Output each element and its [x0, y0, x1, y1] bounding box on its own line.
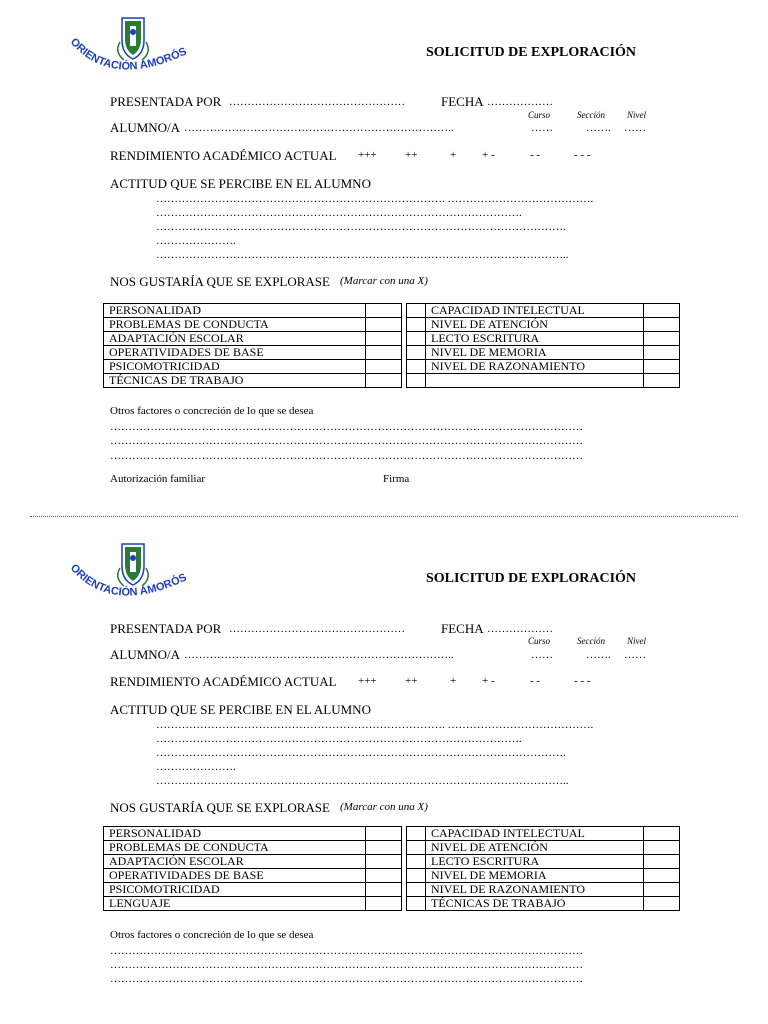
check-cell[interactable]	[366, 827, 402, 841]
table-row	[104, 869, 680, 883]
fecha-field[interactable]: ………………	[487, 623, 553, 635]
curso-field[interactable]: ……	[531, 649, 553, 661]
scale-option[interactable]: +++	[358, 149, 377, 161]
right-item: LECTO ESCRITURA	[426, 332, 644, 346]
scale-option[interactable]: - -	[530, 149, 541, 161]
check-cell[interactable]	[644, 346, 680, 360]
check-cell[interactable]	[366, 897, 402, 911]
left-item: OPERATIVIDADES DE BASE	[104, 869, 366, 883]
right-item: NIVEL DE MEMORIA	[426, 869, 644, 883]
actitud-line[interactable]: ……………………………………………………………………. ………………………………….	[156, 719, 594, 731]
alumno-field[interactable]: ………………………………………………………………..	[184, 122, 454, 134]
actitud-line[interactable]: …………………………………………………………………………………………………..	[156, 249, 569, 261]
alumno-label: ALUMNO/A	[110, 120, 181, 135]
table-row	[104, 374, 680, 388]
alumno-field[interactable]: ………………………………………………………………..	[184, 649, 454, 661]
left-item: ADAPTACIÓN ESCOLAR	[104, 332, 366, 346]
actitud-line[interactable]: …………………………………………………………………………………………………..	[156, 775, 569, 787]
right-item: CAPACIDAD INTELECTUAL	[426, 304, 644, 318]
shield-crest-icon	[118, 544, 149, 586]
nivel-field[interactable]: ……	[624, 122, 646, 134]
right-item: NIVEL DE ATENCIÓN	[426, 318, 644, 332]
curso-field[interactable]: ……	[531, 122, 553, 134]
scale-option[interactable]: - -	[530, 675, 541, 687]
spacer-cell	[407, 332, 426, 346]
scale-option[interactable]: +	[450, 675, 457, 687]
left-item: LENGUAJE	[104, 897, 366, 911]
curso-label: Curso	[528, 636, 551, 646]
form-title: SOLICITUD DE EXPLORACIÓN	[426, 45, 637, 60]
scale-option[interactable]: +++	[358, 675, 377, 687]
cut-line	[30, 516, 738, 517]
right-item: CAPACIDAD INTELECTUAL	[426, 827, 644, 841]
marcar-hint: (Marcar con una X)	[340, 801, 428, 813]
scale-option[interactable]: - - -	[574, 675, 591, 687]
logo-1	[64, 12, 204, 84]
table-row	[104, 827, 680, 841]
left-item: PERSONALIDAD	[104, 827, 366, 841]
otros-line[interactable]: …………………………………………………………………………………………………………………	[110, 450, 583, 462]
firma-label: Firma	[383, 473, 410, 485]
table-row	[104, 304, 680, 318]
spacer-cell	[407, 374, 426, 388]
left-item: ADAPTACIÓN ESCOLAR	[104, 855, 366, 869]
seccion-field[interactable]: …….	[586, 649, 611, 661]
presentada-label: PRESENTADA POR	[110, 94, 222, 109]
alumno-label: ALUMNO/A	[110, 647, 181, 662]
right-item: LECTO ESCRITURA	[426, 855, 644, 869]
actitud-line[interactable]: ……………………………………………………………………………………….	[156, 207, 522, 219]
nivel-label: Nivel	[627, 636, 646, 646]
presentada-field[interactable]: …………………………………………	[229, 96, 405, 108]
rendimiento-label: RENDIMIENTO ACADÉMICO ACTUAL	[110, 148, 337, 163]
table-row	[104, 855, 680, 869]
spacer-cell	[407, 869, 426, 883]
otros-label: Otros factores o concreción de lo que se desea	[110, 929, 314, 941]
actitud-line[interactable]: ………………………………………………………………………………………………….	[156, 221, 566, 233]
check-cell[interactable]	[644, 374, 680, 388]
otros-line[interactable]: …………………………………………………………………………………………………………………	[110, 435, 583, 447]
table-row	[104, 360, 680, 374]
table-row	[104, 318, 680, 332]
check-cell[interactable]	[644, 841, 680, 855]
check-cell[interactable]	[366, 304, 402, 318]
right-item: NIVEL DE ATENCIÓN	[426, 841, 644, 855]
check-cell[interactable]	[366, 318, 402, 332]
check-cell[interactable]	[366, 332, 402, 346]
scale-option[interactable]: ++	[405, 149, 418, 161]
table-row	[104, 332, 680, 346]
seccion-field[interactable]: …….	[586, 122, 611, 134]
actitud-label: ACTITUD QUE SE PERCIBE EN EL ALUMNO	[110, 176, 371, 191]
actitud-line[interactable]: ……………………………………………………………………………………….	[156, 733, 522, 745]
left-item: PROBLEMAS DE CONDUCTA	[104, 841, 366, 855]
otros-line[interactable]: …………………………………………………………………………………………………………………	[110, 945, 583, 957]
explore-table	[103, 303, 680, 388]
right-item: NIVEL DE RAZONAMIENTO	[426, 360, 644, 374]
actitud-line[interactable]: ………………….	[156, 235, 236, 247]
spacer-cell	[407, 827, 426, 841]
check-cell[interactable]	[644, 332, 680, 346]
left-item: TÉCNICAS DE TRABAJO	[104, 374, 366, 388]
explorar-label: NOS GUSTARÍA QUE SE EXPLORASE	[110, 274, 330, 289]
check-cell[interactable]	[644, 897, 680, 911]
fecha-label: FECHA	[441, 94, 484, 109]
spacer-cell	[407, 318, 426, 332]
check-cell[interactable]	[366, 841, 402, 855]
otros-label: Otros factores o concreción de lo que se desea	[110, 405, 314, 417]
spacer-cell	[407, 346, 426, 360]
spacer-cell	[407, 897, 426, 911]
seccion-label: Sección	[577, 110, 605, 120]
actitud-line[interactable]: ………………….	[156, 761, 236, 773]
table-row	[104, 841, 680, 855]
check-cell[interactable]	[366, 374, 402, 388]
autorizacion-label: Autorización familiar	[110, 473, 205, 485]
check-cell[interactable]	[644, 827, 680, 841]
scale-option[interactable]: + -	[482, 149, 495, 161]
check-cell[interactable]	[644, 360, 680, 374]
table-row	[104, 883, 680, 897]
actitud-label: ACTITUD QUE SE PERCIBE EN EL ALUMNO	[110, 702, 371, 717]
left-item: PROBLEMAS DE CONDUCTA	[104, 318, 366, 332]
presentada-field[interactable]: …………………………………………	[229, 623, 405, 635]
explore-table	[103, 826, 680, 911]
table-row	[104, 897, 680, 911]
nivel-label: Nivel	[627, 110, 646, 120]
presentada-label: PRESENTADA POR	[110, 621, 222, 636]
check-cell[interactable]	[366, 360, 402, 374]
check-cell[interactable]	[644, 304, 680, 318]
rendimiento-label: RENDIMIENTO ACADÉMICO ACTUAL	[110, 674, 337, 689]
logo-text: ORIENTACIÓN AMORÓS	[67, 36, 189, 73]
actitud-line[interactable]: ………………………………………………………………………………………………….	[156, 747, 566, 759]
otros-line[interactable]: …………………………………………………………………………………………………………………	[110, 959, 583, 971]
scale-option[interactable]: - - -	[574, 149, 591, 161]
spacer-cell	[407, 304, 426, 318]
left-item: PSICOMOTRICIDAD	[104, 883, 366, 897]
check-cell[interactable]	[366, 855, 402, 869]
marcar-hint: (Marcar con una X)	[340, 275, 428, 287]
otros-line[interactable]: …………………………………………………………………………………………………………………	[110, 973, 583, 985]
seccion-label: Sección	[577, 636, 605, 646]
scale-option[interactable]: + -	[482, 675, 495, 687]
logo-text: ORIENTACIÓN AMORÓS	[67, 562, 189, 599]
check-cell[interactable]	[644, 869, 680, 883]
logo-2	[64, 538, 204, 610]
table-row	[104, 346, 680, 360]
left-item: PERSONALIDAD	[104, 304, 366, 318]
check-cell[interactable]	[644, 855, 680, 869]
check-cell[interactable]	[644, 883, 680, 897]
spacer-cell	[407, 360, 426, 374]
scale-option[interactable]: ++	[405, 675, 418, 687]
spacer-cell	[407, 883, 426, 897]
explorar-label: NOS GUSTARÍA QUE SE EXPLORASE	[110, 800, 330, 815]
actitud-line[interactable]: ……………………………………………………………………. ………………………………….	[156, 193, 594, 205]
left-item: OPERATIVIDADES DE BASE	[104, 346, 366, 360]
right-item: NIVEL DE MEMORIA	[426, 346, 644, 360]
nivel-field[interactable]: ……	[624, 649, 646, 661]
shield-crest-icon	[118, 18, 149, 60]
right-item: NIVEL DE RAZONAMIENTO	[426, 883, 644, 897]
check-cell[interactable]	[366, 883, 402, 897]
spacer-cell	[407, 855, 426, 869]
check-cell[interactable]	[366, 346, 402, 360]
scale-option[interactable]: +	[450, 149, 457, 161]
curso-label: Curso	[528, 110, 551, 120]
check-cell[interactable]	[644, 318, 680, 332]
fecha-label: FECHA	[441, 621, 484, 636]
left-item: PSICOMOTRICIDAD	[104, 360, 366, 374]
otros-line[interactable]: …………………………………………………………………………………………………………………	[110, 421, 583, 433]
spacer-cell	[407, 841, 426, 855]
form-title: SOLICITUD DE EXPLORACIÓN	[426, 571, 637, 586]
check-cell[interactable]	[366, 869, 402, 883]
right-item: TÉCNICAS DE TRABAJO	[426, 897, 644, 911]
fecha-field[interactable]: ………………	[487, 96, 553, 108]
right-item	[426, 374, 644, 388]
